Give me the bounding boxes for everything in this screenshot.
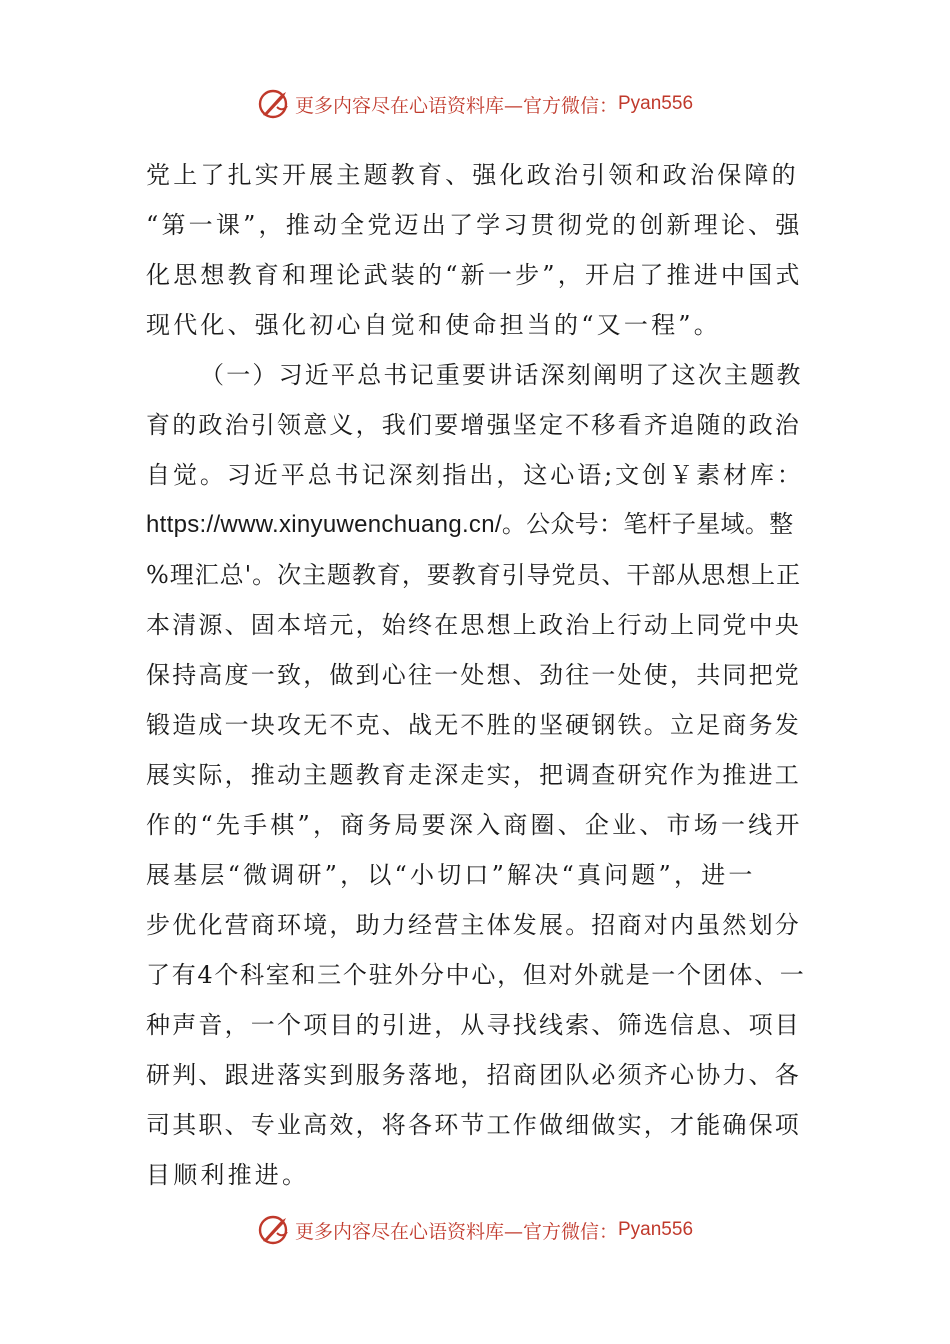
header-banner: [0, 84, 950, 124]
paragraph-2: [146, 350, 806, 1200]
text-line: 展基层“微调研”，以“小切口”解决“真问题”，进一: [146, 861, 756, 889]
text-line: 目顺利推进。: [146, 1161, 310, 1189]
text-line: 作的“先手棋”，商务局要深入商圈、企业、市场一线开: [146, 811, 803, 839]
wechat-id: Pyan556: [618, 93, 694, 114]
text-line: 步优化营商环境，助力经营主体发展。招商对内虽然划分: [146, 911, 801, 939]
text-line: 育的政治引领意义，我们要增强坚定不移看齐追随的政治: [146, 411, 801, 439]
text-line: 种声音，一个项目的引进，从寻找线索、筛选信息、项目: [146, 1011, 801, 1039]
document-body: [146, 150, 806, 1200]
wechat-id: Pyan556: [618, 1219, 694, 1240]
pen-logo-icon: [257, 87, 291, 121]
text-line: 化思想教育和理论武装的“新一步”，开启了推进中国式: [146, 261, 803, 289]
footer-banner: [0, 1210, 950, 1250]
text-line: 司其职、专业高效，将各环节工作做细做实，才能确保项: [146, 1111, 801, 1139]
text-line: 锻造成一块攻无不克、战无不胜的坚硬钢铁。立足商务发: [146, 711, 801, 739]
paragraph-1: [146, 150, 806, 350]
text-line: 研判、跟进落实到服务落地，招商团队必须齐心协力、各: [146, 1061, 801, 1089]
pen-logo-icon: [257, 1213, 291, 1247]
text-line: https://www.xinyuwenchuang.cn/。公众号：笔杆子星域。整: [146, 511, 794, 538]
text-line: %理汇总'。次主题教育，要教育引导党员、干部从思想上正: [146, 561, 802, 589]
text-line: 了有4个科室和三个驻外分中心，但对外就是一个团体、一: [146, 961, 806, 989]
text-line: 现代化、强化初心自觉和使命担当的“又一程”。: [146, 311, 721, 339]
text-line: 本清源、固本培元，始终在思想上政治上行动上同党中央: [146, 611, 801, 639]
banner-text: 更多内容尽在心语资料库—官方微信：: [294, 1220, 618, 1243]
text-line: 保持高度一致，做到心往一处想、劲往一处使，共同把党: [146, 661, 801, 689]
text-line: “第一课”，推动全党迈出了学习贯彻党的创新理论、强: [146, 211, 803, 239]
text-line: 党上了扎实开展主题教育、强化政治引领和政治保障的: [146, 161, 799, 189]
text-line: 展实际，推动主题教育走深走实，把调查研究作为推进工: [146, 761, 801, 789]
banner-text: 更多内容尽在心语资料库—官方微信：: [294, 94, 618, 117]
text-line: 自觉。习近平总书记深刻指出，这心语;文创￥素材库：: [146, 461, 804, 489]
text-line: （一）习近平总书记重要讲话深刻阐明了这次主题教: [200, 361, 803, 389]
